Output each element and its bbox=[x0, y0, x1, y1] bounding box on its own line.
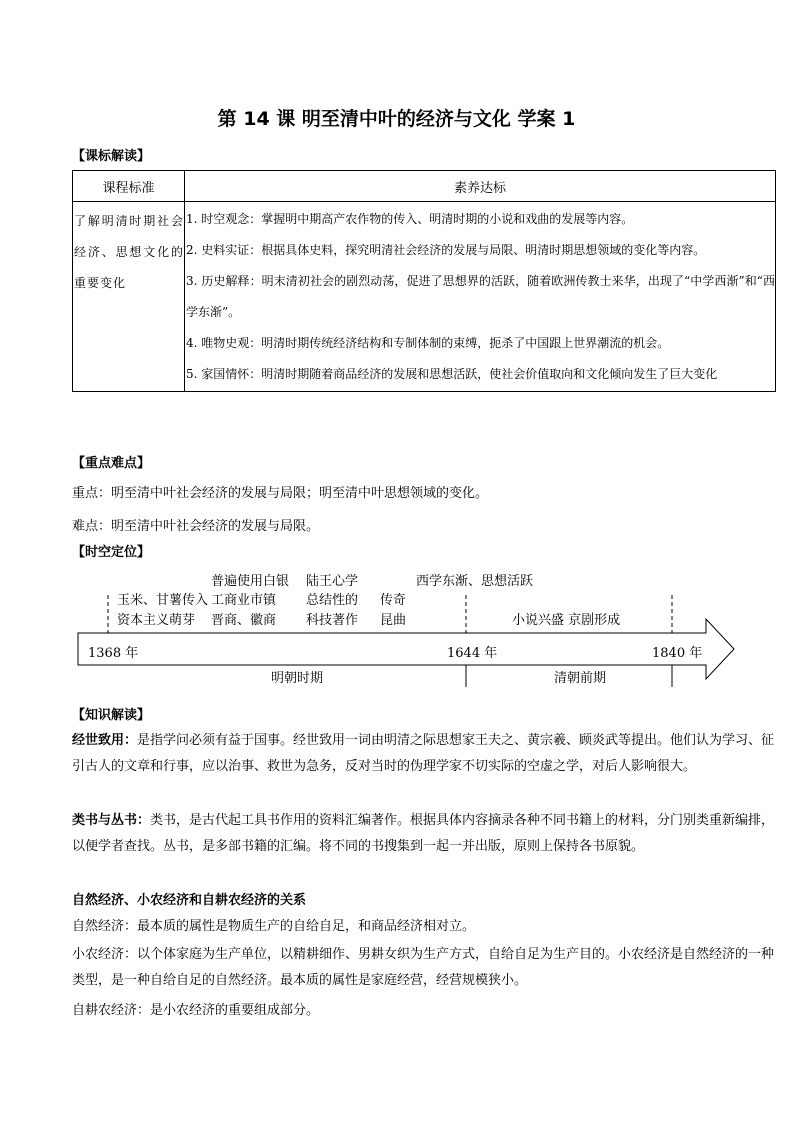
year-label: 1840 年 bbox=[652, 646, 703, 661]
desc-leishu: 类书，是古代起工具书作用的资料汇编著作。根据具体内容摘录各种不同书籍上的材料，分门别类重新编排，以便学者查找。丛书，是多部书籍的汇编。将不同的书搜集到一起一并出版，原则上保持各书原貌。 bbox=[72, 813, 775, 854]
key-focus: 重点：明至清中叶社会经济的发展与局限；明至清中叶思想领域的变化。 bbox=[72, 486, 489, 501]
event-label: 陆王心学 bbox=[306, 574, 359, 589]
literacy-item: 3. 历史解释：明末清初社会的剧烈动荡，促进了思想界的活跃，随着欧洲传教士来华，出现了“中学西渐”和“西学东渐”。 bbox=[186, 274, 775, 319]
section-knowledge: 【知识解读】 bbox=[72, 708, 151, 723]
section-timeline: 【时空定位】 bbox=[72, 545, 151, 560]
event-label: 晋商、徽商 bbox=[211, 613, 277, 628]
header-standard: 课程标准 bbox=[73, 171, 185, 202]
knowledge-natural-economy: 自然经济：最本质的属性是物质生产的自给自足，和商品经济相对立。 bbox=[72, 919, 476, 934]
knowledge-heading: 自然经济、小农经济和自耕农经济的关系 bbox=[72, 893, 307, 908]
event-label: 昆曲 bbox=[380, 613, 407, 628]
page-title: 第 14 课 明至清中叶的经济与文化 学案 1 bbox=[217, 108, 576, 130]
desc-jingshi: 是指学问必须有益于国事。经世致用一词由明清之际思想家王夫之、黄宗羲、顾炎武等提出。他们认为学习、征引古人的文章和行事，应以治事、救世为急务，反对当时的伪理学家不切实际的空虚之学，对后人影响很大。 bbox=[72, 733, 775, 774]
event-label: 总结性的 bbox=[306, 593, 359, 608]
period-label: 清朝前期 bbox=[554, 671, 607, 686]
year-label: 1368 年 bbox=[88, 646, 139, 661]
timeline-arrow bbox=[78, 619, 734, 679]
event-label: 普遍使用白银 bbox=[211, 574, 290, 589]
standard-cell bbox=[73, 202, 185, 392]
event-label: 西学东渐、思想活跃 bbox=[416, 574, 534, 589]
standard-text: 了解明清时期社会经济、思想文化的重要变化 bbox=[74, 214, 184, 290]
knowledge-small-peasant: 小农经济：以个体家庭为生产单位，以精耕细作、男耕女织为生产方式，自给自足为生产目的。小农经济是自然经济的一种类型，是一种自给自足的自然经济。最本质的属性是家庭经营，经营规模狭小。 bbox=[72, 947, 775, 988]
year-label: 1644 年 bbox=[447, 646, 498, 661]
literacy-cell bbox=[185, 202, 776, 392]
event-label: 小说兴盛 京剧形成 bbox=[512, 613, 621, 628]
timeline-diagram bbox=[0, 565, 793, 695]
key-difficulty: 难点：明至清中叶社会经济的发展与局限。 bbox=[72, 519, 320, 534]
knowledge-owner-peasant: 自耕农经济：是小农经济的重要组成部分。 bbox=[72, 1003, 320, 1018]
literacy-item: 2. 史料实证：根据具体史料，探究明清社会经济的发展与局限、明清时期思想领域的变化等内容。 bbox=[186, 243, 706, 257]
literacy-item: 4. 唯物史观：明清时期传统经济结构和专制体制的束缚，扼杀了中国跟上世界潮流的机会。 bbox=[186, 336, 670, 350]
event-label: 玉米、甘薯传入 bbox=[117, 593, 209, 608]
event-label: 传奇 bbox=[380, 593, 407, 608]
section-key-points: 【重点难点】 bbox=[72, 456, 151, 471]
event-label: 资本主义萌芽 bbox=[117, 613, 196, 628]
literacy-item: 1. 时空观念：掌握明中期高产农作物的传入、明清时期的小说和戏曲的发展等内容。 bbox=[186, 212, 634, 226]
section-curriculum: 【课标解读】 bbox=[72, 149, 151, 164]
term-leishu: 类书与丛书： bbox=[72, 813, 151, 828]
term-jingshi: 经世致用： bbox=[72, 733, 138, 748]
literacy-item: 5. 家国情怀：明清时期随着商品经济的发展和思想活跃，使社会价值取向和文化倾向发生了巨大变化 bbox=[186, 367, 718, 381]
period-label: 明朝时期 bbox=[271, 671, 324, 686]
knowledge-leishu bbox=[72, 808, 776, 860]
event-label: 科技著作 bbox=[306, 613, 359, 628]
event-label: 工商业市镇 bbox=[211, 593, 277, 608]
knowledge-jingshi bbox=[72, 728, 776, 780]
standards-table bbox=[72, 170, 776, 392]
header-literacy: 素养达标 bbox=[185, 171, 776, 202]
